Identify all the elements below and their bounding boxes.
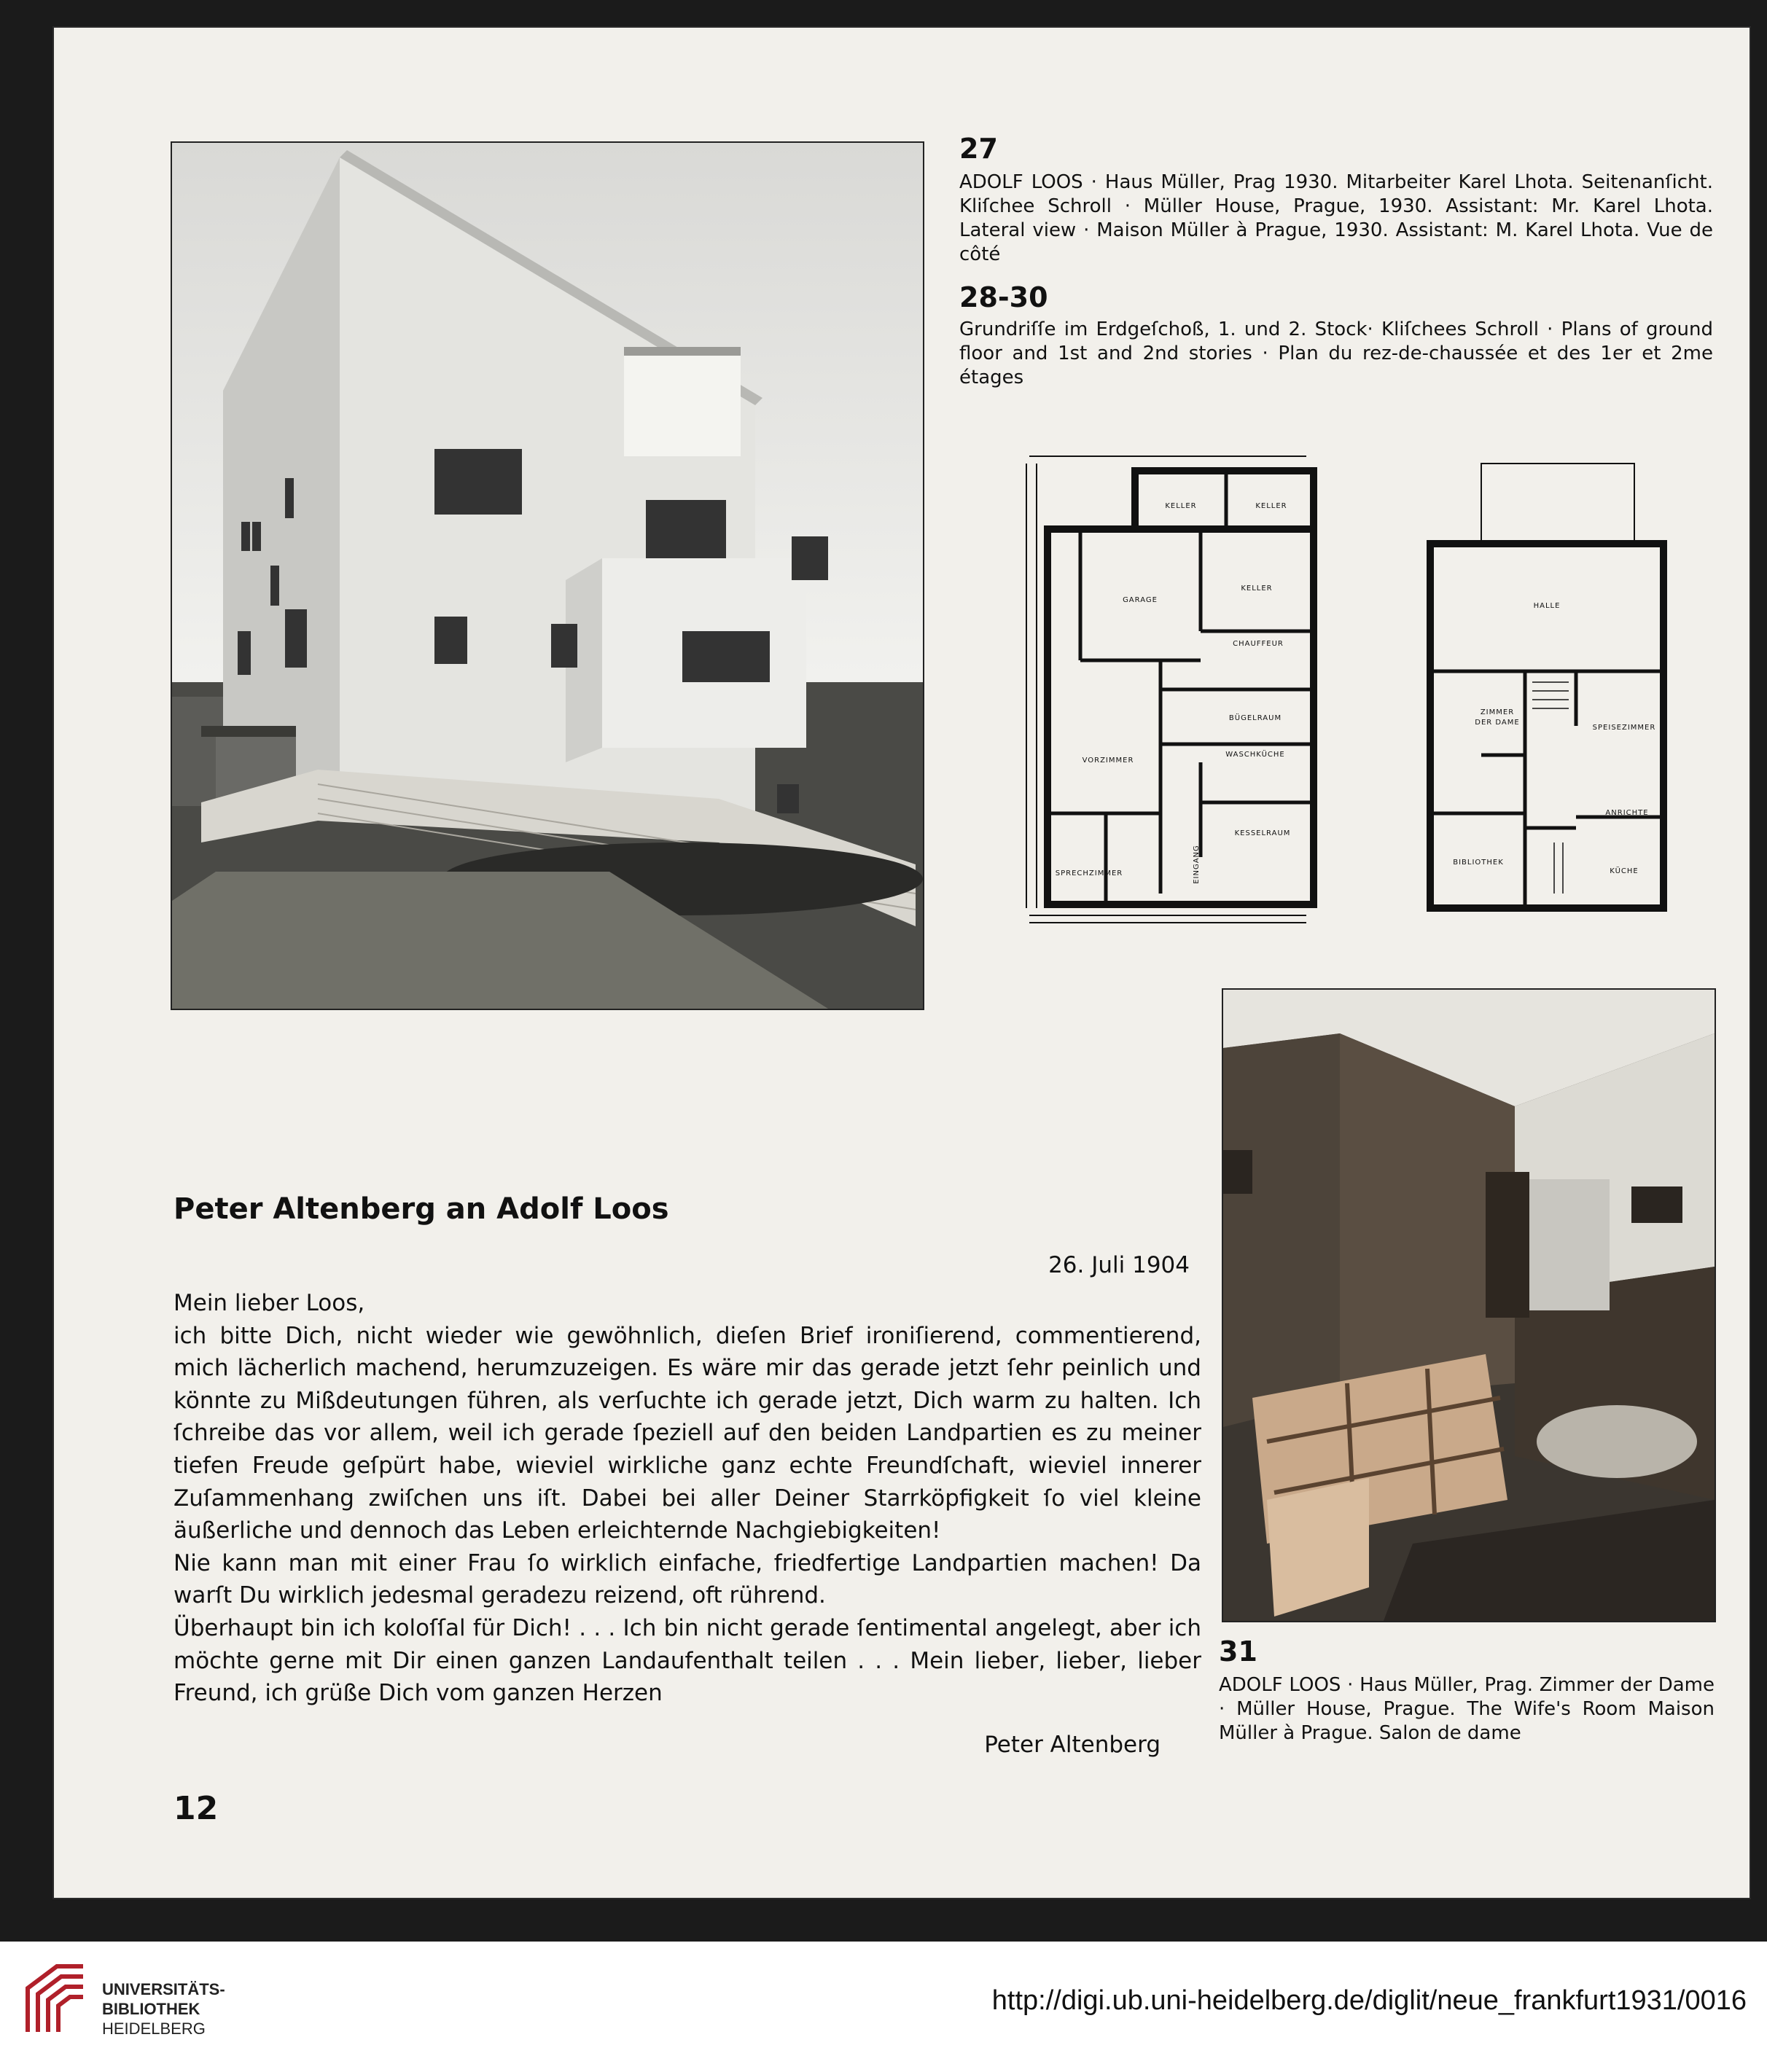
library-logo-icon	[20, 1959, 90, 2039]
plan-label-buegelraum: BÜGELRAUM	[1228, 714, 1282, 722]
source-url-link[interactable]: http://digi.ub.uni-heidelberg.de/diglit/neue_frankfurt1931/0016	[991, 1985, 1747, 2016]
plan-label-der-dame: DER DAME	[1475, 719, 1520, 727]
letter-paragraph-2: Nie kann man mit einer Frau ſo wirklich einfache, friedfertige Landpartien machen! Da warſt Du wirklich jedesmal geradezu reizend, oft rührend.	[173, 1549, 1201, 1609]
house-exterior-image	[172, 143, 923, 1009]
figure-31-number: 31	[1219, 1635, 1257, 1668]
library-line-2: BIBLIOTHEK	[102, 2000, 200, 2018]
figure-28-30-caption: Grundriſſe im Erdgeſchoß, 1. und 2. Stock· Kliſchees Schroll · Plans of ground floor and 1st and 2nd stories · Plan du rez-de-chaussée et des 1er et 2me étages	[959, 318, 1713, 388]
letter-paragraph-3: Überhaupt bin ich koloſſal für Dich! . . . Ich bin nicht gerade ſentimental angelegt, aber ich möchte gerne mit Dir einen ganzen Landaufenthalt teilen . . . Mein lieber, lieber, lieber Freund, ich grüße Dich vom ganzen Herzen	[173, 1614, 1201, 1707]
library-line-1: UNIVERSITÄTS-	[102, 1980, 225, 1998]
letter-title: Peter Altenberg an Adolf Loos	[173, 1192, 669, 1226]
library-name	[102, 1979, 225, 2038]
plan-label-kesselraum: KESSELRAUM	[1234, 829, 1291, 837]
letter-salutation: Mein lieber Loos,	[173, 1290, 365, 1316]
letter-signature: Peter Altenberg	[984, 1732, 1161, 1758]
letter-paragraph-1: ich bitte Dich, nicht wieder wie gewöhnlich, dieſen Brief ironiſierend, commentierend, mich lächerlich machend, herumzuzeigen. Es wäre mir das gerade jetzt ſehr peinlich und könnte zu Mißdeutungen führen, als verſuchte ich gerade jetzt, Dich warm zu halten. Ich ſchreibe das vor allem, weil ich gerade ſpeziell auf den beiden Landpartien es zu meiner tiefen Freude geſpürt habe, wieviel wirkliche ganz echte Freundſchaft, wieviel innerer Zuſammenhang zwiſchen uns iſt. Dabei bei aller Deiner Starrköpfigkeit ſo viel kleine äußerliche und dennoch das Leben erleichternde Nachgiebigkeiten!	[173, 1322, 1201, 1544]
figure-28-30-number: 28-30	[959, 281, 1048, 313]
plan-label-keller-2: KELLER	[1255, 502, 1287, 510]
plan-label-chauffeur: CHAUFFEUR	[1233, 640, 1284, 648]
magazine-page	[52, 26, 1751, 1899]
interior-photo	[1222, 988, 1716, 1622]
plan-label-keller-3: KELLER	[1241, 585, 1273, 593]
plan-label-bibliothek: BIBLIOTHEK	[1453, 859, 1504, 867]
plan-label-speisezimmer: SPEISEZIMMER	[1592, 724, 1656, 732]
figure-27-caption: ADOLF LOOS · Haus Müller, Prag 1930. Mitarbeiter Karel Lhota. Seitenanſicht. Kliſchee Schroll · Müller House, Prague, 1930. Assistant: Mr. Karel Lhota. Lateral view · Maison Müller à Prague, 1930. Assistant: M. Karel Lhota. Vue de côté	[959, 171, 1713, 265]
house-exterior-photo	[171, 141, 924, 1010]
plan-label-waschkueche: WASCHKÜCHE	[1225, 751, 1285, 759]
plan-label-zimmer: ZIMMER	[1480, 708, 1515, 716]
plan-label-kueche: KÜCHE	[1610, 867, 1639, 875]
plan-label-garage: GARAGE	[1123, 596, 1158, 604]
footer-bar	[0, 1942, 1767, 2072]
figure-27-number: 27	[959, 133, 998, 165]
plan-label-keller-1: KELLER	[1165, 502, 1197, 510]
letter-body	[173, 1287, 1201, 1710]
floor-plan-first	[1408, 420, 1715, 923]
plan-label-vorzimmer: VORZIMMER	[1082, 757, 1134, 765]
floor-plan-ground	[1015, 420, 1365, 952]
figure-31-caption: ADOLF LOOS · Haus Müller, Prag. Zimmer der Dame · Müller House, Prague. The Wife's Room Maison Müller à Prague. Salon de dame	[1219, 1674, 1715, 1744]
plan-label-halle: HALLE	[1533, 602, 1561, 610]
library-line-3: HEIDELBERG	[102, 2020, 206, 2038]
plan-label-eingang: EINGANG	[1193, 845, 1201, 884]
plan-label-sprechzimmer: SPRECHZIMMER	[1055, 869, 1123, 877]
plan-label-anrichte: ANRICHTE	[1605, 809, 1649, 817]
page-number: 12	[173, 1790, 219, 1827]
letter-date: 26. Juli 1904	[1048, 1252, 1190, 1278]
interior-image	[1223, 990, 1715, 1621]
